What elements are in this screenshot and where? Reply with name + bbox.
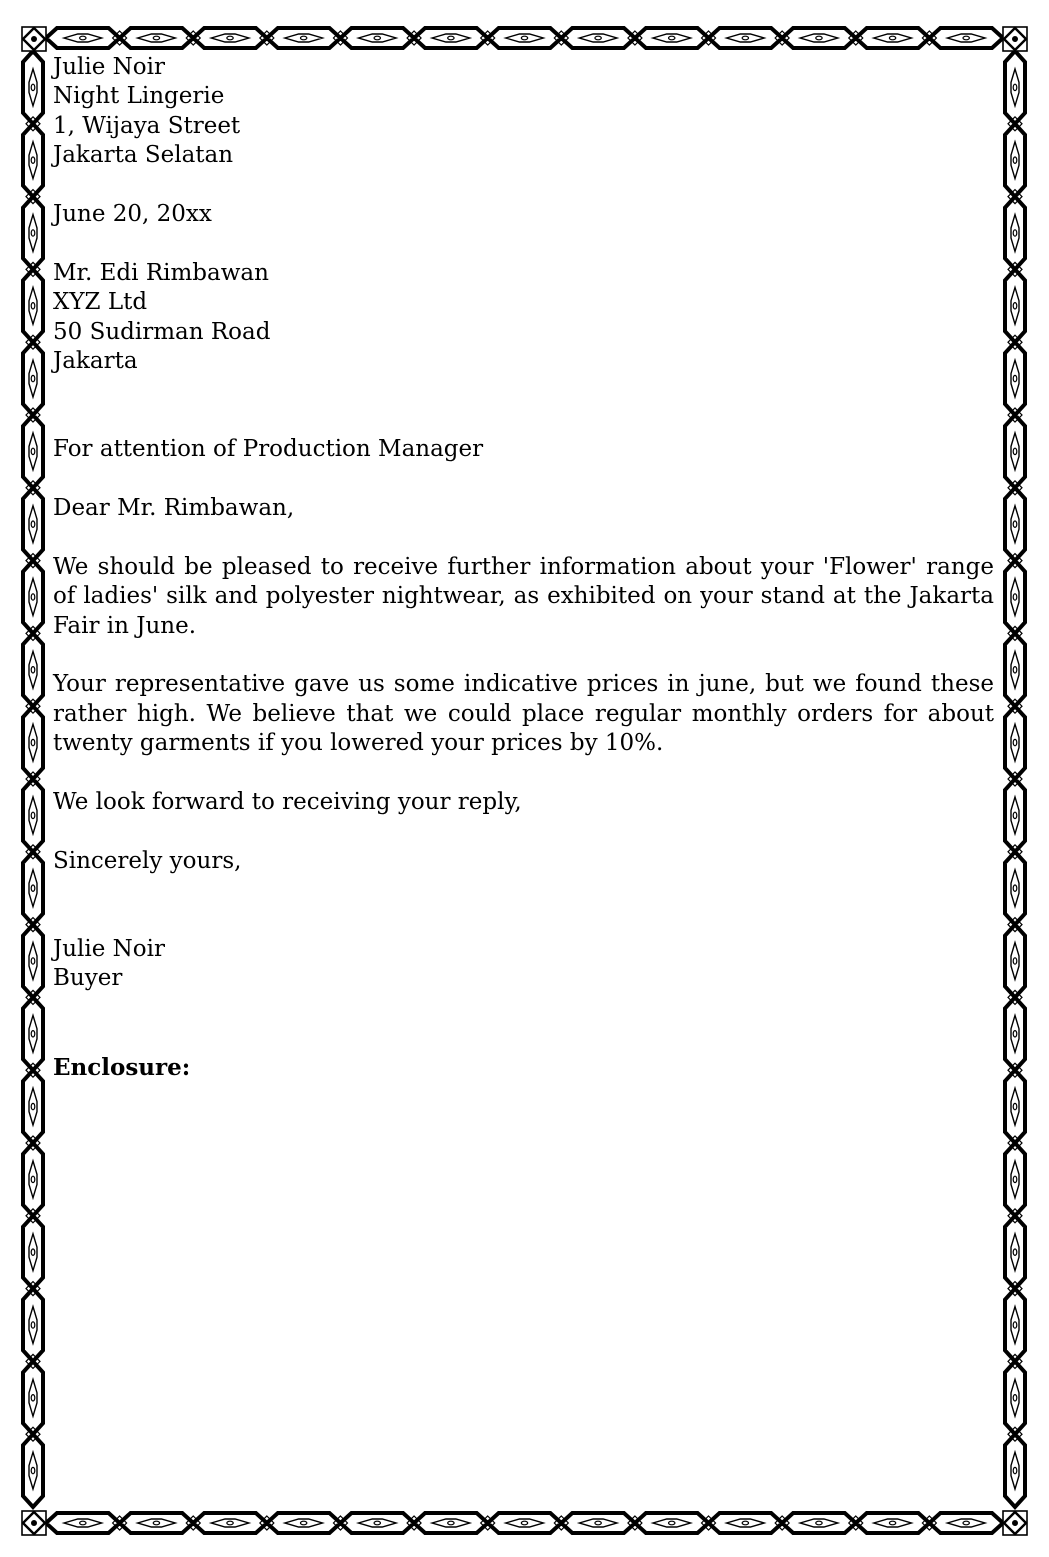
border-band-eye <box>669 36 675 40</box>
border-band-eye <box>31 667 35 673</box>
border-band-eye <box>31 375 35 381</box>
border-band-eye <box>31 1249 35 1255</box>
border-band-eye <box>669 1521 675 1525</box>
border-band-eye <box>742 1521 748 1525</box>
border-band-eye <box>963 36 969 40</box>
border-band-eye <box>31 812 35 818</box>
letter-date: June 20, 20xx <box>53 201 212 228</box>
border-band-eye <box>889 36 895 40</box>
recipient-block <box>53 259 994 377</box>
border-band-eye <box>1013 303 1017 309</box>
salutation: Dear Mr. Rimbawan, <box>53 495 295 522</box>
border-band-eye <box>595 36 601 40</box>
border-band-eye <box>595 1521 601 1525</box>
border-band-eye <box>153 36 159 40</box>
border-band-eye <box>963 1521 969 1525</box>
body-paragraph-2: Your representative gave us some indicative prices in june, but we found these rather high. We believe that we could place regular monthly orders for about twenty garments if you lowered your prices by 10%. <box>53 671 994 757</box>
border-band-eye <box>1013 1249 1017 1255</box>
border-band-eye <box>31 521 35 527</box>
border-band-eye <box>1013 594 1017 600</box>
enclosure-label: Enclosure: <box>53 1053 191 1081</box>
border-band-eye <box>31 958 35 964</box>
signature-title: Buyer <box>53 965 123 992</box>
border-band-eye <box>31 84 35 90</box>
border-band-eye <box>1013 230 1017 236</box>
border-band-eye <box>31 594 35 600</box>
border-band-eye <box>1013 448 1017 454</box>
sender-city: Jakarta Selatan <box>53 142 234 169</box>
border-band-eye <box>1013 885 1017 891</box>
border-band-eye <box>521 1521 527 1525</box>
border-band-eye <box>300 36 306 40</box>
border-band-eye <box>1013 1322 1017 1328</box>
border-band-eye <box>31 1395 35 1401</box>
border-band-eye <box>31 1322 35 1328</box>
border-band-eye <box>31 739 35 745</box>
border-band-eye <box>374 36 380 40</box>
border-band-eye <box>1013 1103 1017 1109</box>
border-band-eye <box>31 1103 35 1109</box>
border-band-eye <box>1013 1176 1017 1182</box>
border-band-eye <box>1013 375 1017 381</box>
border-band-eye <box>300 1521 306 1525</box>
border-band-eye <box>153 1521 159 1525</box>
border-band-eye <box>1013 739 1017 745</box>
corner-ornament-dot <box>31 1520 37 1526</box>
border-band-eye <box>1013 958 1017 964</box>
attention-line: For attention of Production Manager <box>53 436 484 463</box>
signature-name: Julie Noir <box>53 936 165 963</box>
border-band-eye <box>521 36 527 40</box>
border-band-eye <box>889 1521 895 1525</box>
border-band-eye <box>1013 1395 1017 1401</box>
border-band-eye <box>31 885 35 891</box>
recipient-company: XYZ Ltd <box>53 289 148 316</box>
border-band-eye <box>227 1521 233 1525</box>
border-band-eye <box>1013 1031 1017 1037</box>
corner-ornament-dot <box>31 36 37 42</box>
border-band-inner <box>64 1519 985 1527</box>
sender-company: Night Lingerie <box>53 83 225 110</box>
border-band-eye <box>227 36 233 40</box>
corner-ornament-dot <box>1012 36 1018 42</box>
sender-name: Julie Noir <box>53 54 165 80</box>
border-band-eye <box>1013 667 1017 673</box>
border-band-eye <box>31 157 35 163</box>
body-paragraph-3: We look forward to receiving your reply, <box>53 789 522 816</box>
border-band-eye <box>31 303 35 309</box>
border-band-eye <box>448 36 454 40</box>
border-band-links <box>46 28 1003 48</box>
corner-ornament-dot <box>1012 1520 1018 1526</box>
sender-block <box>53 53 994 171</box>
border-band-eye <box>448 1521 454 1525</box>
border-band-links <box>46 1513 1003 1533</box>
body-paragraph-1: We should be pleased to receive further information about your 'Flower' range of ladies' silk and polyester nightwear, as exhibited on your stand at the Jakarta Fair in June. <box>53 553 994 639</box>
sender-street: 1, Wijaya Street <box>53 112 241 139</box>
border-band-eye <box>31 230 35 236</box>
signature-block <box>53 935 994 994</box>
border-band-eye <box>742 36 748 40</box>
border-band-eye <box>31 448 35 454</box>
border-band-eye <box>31 1467 35 1473</box>
border-band-inner <box>64 34 985 42</box>
border-band-eye <box>816 1521 822 1525</box>
border-band-eye <box>80 1521 86 1525</box>
border-band-eye <box>31 1176 35 1182</box>
border-band-eye <box>1013 157 1017 163</box>
border-band-eye <box>1013 521 1017 527</box>
border-band-eye <box>1013 1467 1017 1473</box>
border-band-eye <box>374 1521 380 1525</box>
border-band-eye <box>31 1031 35 1037</box>
border-band-eye <box>1013 84 1017 90</box>
border-band-eye <box>1013 812 1017 818</box>
closing: Sincerely yours, <box>53 847 242 874</box>
recipient-name: Mr. Edi Rimbawan <box>53 259 269 286</box>
border-band-eye <box>80 36 86 40</box>
border-band-eye <box>816 36 822 40</box>
recipient-city: Jakarta <box>53 348 138 375</box>
letter-body <box>53 53 994 1082</box>
recipient-street: 50 Sudirman Road <box>53 318 271 345</box>
